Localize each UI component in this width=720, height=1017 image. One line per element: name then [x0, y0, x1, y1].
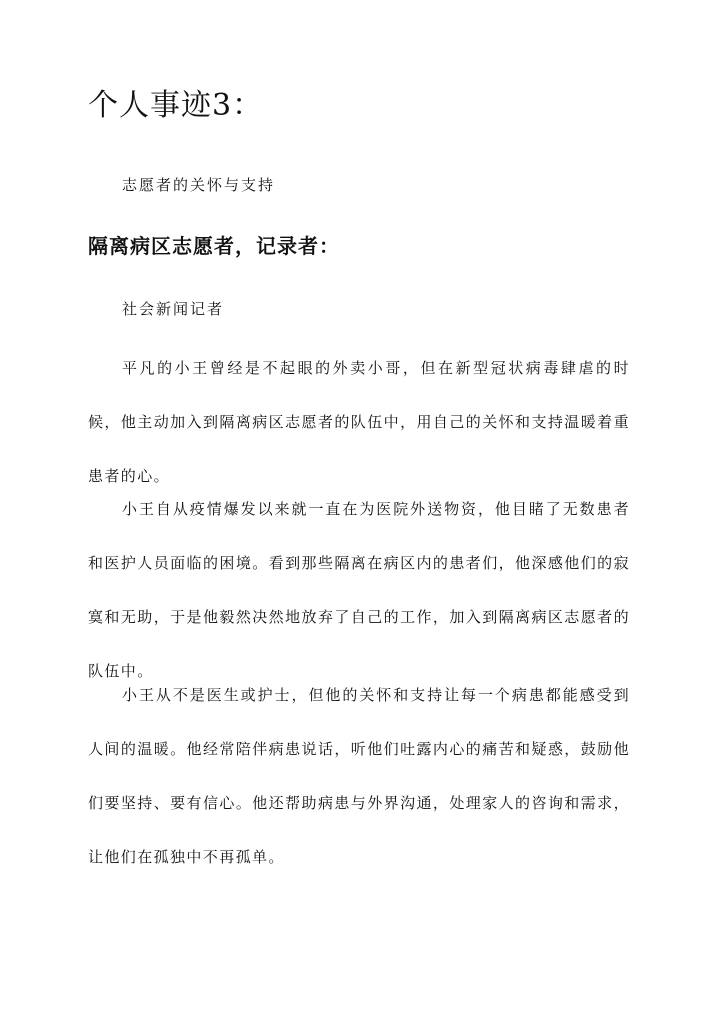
document-subtitle: 志愿者的关怀与支持	[122, 176, 276, 194]
paragraph-2: 小王自从疫情爆发以来就一直在为医院外送物资，他目睹了无数患者和医护人员面临的困境。看到那些隔离在病区内的患者们，他深感他们的寂寞和无助，于是他毅然决然地放弃了自己的工作，加入到隔离病区志愿者的队伍中。	[88, 500, 630, 680]
paragraph-1: 平凡的小王曾经是不起眼的外卖小哥，但在新型冠状病毒肆虐的时候，他主动加入到隔离病区志愿者的队伍中，用自己的关怀和支持温暖着重患者的心。	[88, 359, 630, 485]
document-title: 个人事迹3：	[88, 88, 264, 123]
author-line: 社会新闻记者	[122, 300, 225, 318]
section-heading: 隔离病区志愿者，记录者：	[88, 234, 340, 258]
paragraph-3: 小王从不是医生或护士，但他的关怀和支持让每一个病患都能感受到人间的温暖。他经常陪伴病患说话，听他们吐露内心的痛苦和疑惑，鼓励他们要坚持、要有信心。他还帮助病患与外界沟通，处理家人的咨询和需求，让他们在孤独中不再孤单。	[88, 686, 630, 866]
